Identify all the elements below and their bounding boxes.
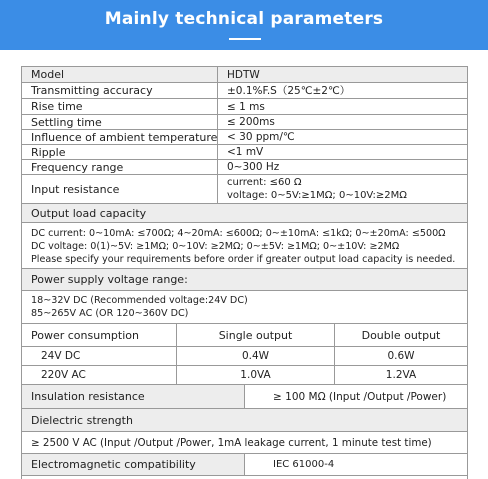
- output-load-voltage: DC voltage: 0(1)~5V: ≥1MΩ; 0~10V: ≥2MΩ; 0~±5V: ≥1MΩ; 0~±10V: ≥2MΩ: [31, 241, 400, 252]
- consumption-supply: 24V DC: [22, 347, 177, 365]
- consumption-single: 0.4W: [177, 347, 335, 365]
- row-power-supply-title: [22, 269, 467, 291]
- row-ambient: [22, 130, 467, 145]
- power-supply-dc: 18~32V DC (Recommended voltage:24V DC): [31, 295, 248, 306]
- output-load-title: Output load capacity: [31, 206, 147, 220]
- output-load-current: DC current: 0~10mA: ≤700Ω; 4~20mA: ≤600Ω; 0~±10mA: ≤1kΩ; 0~±20mA: ≤500Ω: [31, 228, 446, 239]
- row-power-supply-body: [22, 291, 467, 324]
- ambient-label: Influence of ambient temperature: [22, 130, 218, 144]
- power-supply-ac: 85~265V AC (OR 120~360V DC): [31, 308, 189, 319]
- settling-value: ≤ 200ms: [227, 116, 275, 128]
- row-model: [22, 67, 467, 83]
- ambient-value: < 30 ppm/℃: [227, 131, 295, 143]
- dielectric-title: Dielectric strength: [31, 413, 133, 427]
- page-title: Mainly technical parameters: [104, 9, 384, 29]
- title-underline: [229, 38, 261, 40]
- power-supply-title: Power supply voltage range:: [31, 273, 188, 286]
- single-output-header: Single output: [177, 324, 335, 346]
- model-value: HDTW: [218, 67, 467, 82]
- consumption-supply: 220V AC: [22, 366, 177, 384]
- dielectric-value: ≥ 2500 V AC (Input /Output /Power, 1mA leakage current, 1 minute test time): [31, 436, 432, 449]
- rise-label: Rise time: [22, 99, 218, 114]
- double-output-header: Double output: [361, 328, 441, 342]
- consumption-title: Power consumption: [22, 324, 177, 346]
- freq-value: 0~300 Hz: [227, 161, 280, 173]
- row-consumption-header: [22, 324, 467, 347]
- row-emc: [22, 454, 467, 476]
- row-accuracy: [22, 83, 467, 99]
- accuracy-value: ±0.1%F.S（25℃±2℃）: [227, 85, 351, 97]
- settling-label: Settling time: [22, 115, 218, 129]
- accuracy-label: Transmitting accuracy: [22, 83, 218, 98]
- insulation-label: Insulation resistance: [22, 385, 245, 408]
- model-label: Model: [22, 67, 218, 82]
- row-dielectric-value: [22, 432, 467, 454]
- row-input-resistance: [22, 175, 467, 204]
- row-consumption-24v: [22, 347, 467, 366]
- consumption-single: 1.0VA: [177, 366, 335, 384]
- input-value: [218, 175, 467, 203]
- header-banner: [0, 0, 488, 50]
- row-dielectric-title: [22, 409, 467, 432]
- input-label: Input resistance: [22, 175, 218, 203]
- emc-value: IEC 61000-4: [273, 459, 335, 470]
- consumption-double: 1.2VA: [385, 369, 417, 381]
- row-output-load-body: [22, 223, 467, 269]
- row-settling-time: [22, 115, 467, 130]
- consumption-double: 0.6W: [387, 350, 415, 362]
- ripple-label: Ripple: [22, 145, 218, 159]
- rise-value: ≤ 1 ms: [227, 100, 265, 113]
- row-consumption-220v: [22, 366, 467, 385]
- row-insulation: [22, 385, 467, 409]
- row-ripple: [22, 145, 467, 160]
- output-load-note: Please specify your requirements before order if greater output load capacity is needed.: [31, 254, 456, 265]
- input-value-current: current: ≤60 Ω: [227, 177, 302, 188]
- input-value-voltage: voltage: 0~5V:≥1MΩ; 0~10V:≥2MΩ: [227, 190, 407, 201]
- ripple-value: <1 mV: [227, 146, 264, 158]
- row-rise-time: [22, 99, 467, 115]
- insulation-value: ≥ 100 MΩ (Input /Output /Power): [273, 390, 447, 403]
- row-output-load-title: [22, 204, 467, 223]
- row-frequency: [22, 160, 467, 175]
- spec-table: [21, 66, 468, 479]
- freq-label: Frequency range: [22, 160, 218, 174]
- emc-label: Electromagnetic compatibility: [22, 454, 245, 475]
